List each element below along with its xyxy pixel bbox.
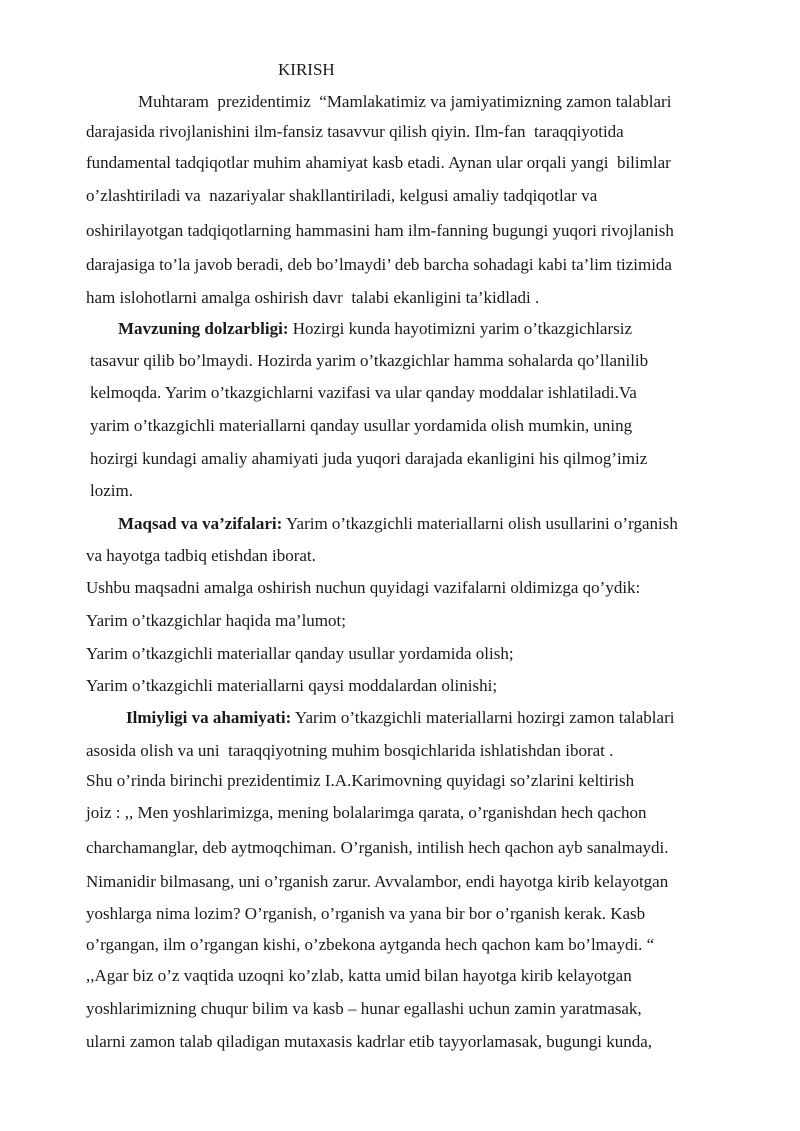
- dolzarblik-line: kelmoqda. Yarim o’tkazgichlarni vazifasi va ular qanday moddalar ishlatiladi.Va: [90, 383, 637, 402]
- dolzarblik-text: Hozirgi kunda hayotimizni yarim o’tkazgichlarsiz: [288, 319, 633, 338]
- intro-line: darajasiga to’la javob beradi, deb bo’lmaydi’ deb barcha sohadagi kabi ta’lim tizimida: [86, 255, 672, 274]
- maqsad-line: Ushbu maqsadni amalga oshirish nuchun quyidagi vazifalarni oldimizga qo’ydik:: [86, 578, 641, 597]
- dolzarblik-line: tasavur qilib bo’lmaydi. Hozirda yarim o’tkazgichlar hamma sohalarda qo’llanilib: [90, 351, 649, 370]
- dolzarblik-heading: Mavzuning dolzarbligi:: [118, 319, 289, 338]
- maqsad-line: Yarim o’tkazgichli materiallarni qaysi moddalardan olinishi;: [86, 676, 498, 695]
- dolzarblik-line: lozim.: [90, 481, 133, 500]
- ilmiylik-line: asosida olish va uni taraqqiyotning muhim bosqichlarida ishlatishdan iborat .: [86, 741, 614, 760]
- maqsad-line: Yarim o’tkazgichlar haqida ma’lumot;: [86, 611, 346, 630]
- ilmiylik-line: ularni zamon talab qiladigan mutaxasis kadrlar etib tayyorlamasak, bugungi kunda,: [86, 1032, 653, 1051]
- ilmiylik-heading: Ilmiyligi va ahamiyati:: [126, 708, 292, 727]
- ilmiylik-line: yoshlarimizning chuqur bilim va kasb – hunar egallashi uchun zamin yaratmasak,: [86, 999, 642, 1018]
- ilmiylik-line: yoshlarga nima lozim? O’rganish, o’rganish va yana bir bor o’rganish kerak. Kasb: [86, 904, 646, 923]
- maqsad-first-line: [118, 514, 678, 534]
- intro-line: darajasida rivojlanishini ilm-fansiz tasavvur qilish qiyin. Ilm-fan taraqqiyotida: [86, 122, 624, 141]
- ilmiylik-text: Yarim o’tkazgichli materiallarni hozirgi zamon talablari: [291, 708, 675, 727]
- ilmiylik-line: joiz : ,, Men yoshlarimizga, mening bolalarimga qarata, o’rganishdan hech qachon: [86, 803, 647, 822]
- ilmiylik-first-line: [126, 708, 674, 728]
- ilmiylik-line: ,,Agar biz o’z vaqtida uzoqni ko’zlab, katta umid bilan hayotga kirib kelayotgan: [86, 966, 632, 985]
- intro-line: o’zlashtiriladi va nazariyalar shakllantiriladi, kelgusi amaliy tadqiqotlar va: [86, 186, 598, 205]
- dolzarblik-line: hozirgi kundagi amaliy ahamiyati juda yuqori darajada ekanligini his qilmog’imiz: [90, 449, 648, 468]
- ilmiylik-line: charchamanglar, deb aytmoqchiman. O’rganish, intilish hech qachon ayb sanalmaydi.: [86, 838, 669, 857]
- intro-line: ham islohotlarni amalga oshirish davr talabi ekanligini ta’kidladi .: [86, 288, 540, 307]
- intro-line: fundamental tadqiqotlar muhim ahamiyat kasb etadi. Aynan ular orqali yangi bilimlar: [86, 153, 671, 172]
- dolzarblik-line: yarim o’tkazgichli materiallarni qanday usullar yordamida olish mumkin, uning: [90, 416, 633, 435]
- intro-line: Muhtaram prezidentimiz “Mamlakatimiz va jamiyatimizning zamon talablari: [138, 92, 672, 111]
- ilmiylik-line: Shu o’rinda birinchi prezidentimiz I.A.Karimovning quyidagi so’zlarini keltirish: [86, 771, 635, 790]
- page-title: KIRISH: [278, 60, 335, 79]
- intro-line: oshirilayotgan tadqiqotlarning hammasini ham ilm-fanning bugungi yuqori rivojlanish: [86, 221, 674, 240]
- ilmiylik-line: Nimanidir bilmasang, uni o’rganish zarur. Avvalambor, endi hayotga kirib kelayotgan: [86, 872, 669, 891]
- dolzarblik-first-line: [118, 319, 632, 339]
- maqsad-heading: Maqsad va va’zifalari:: [118, 514, 283, 533]
- maqsad-text: Yarim o’tkazgichli materiallarni olish usullarini o’rganish: [282, 514, 678, 533]
- maqsad-line: va hayotga tadbiq etishdan iborat.: [86, 546, 316, 565]
- maqsad-line: Yarim o’tkazgichli materiallar qanday usullar yordamida olish;: [86, 644, 514, 663]
- ilmiylik-line: o’rgangan, ilm o’rgangan kishi, o’zbekona aytganda hech qachon kam bo’lmaydi. “: [86, 935, 655, 954]
